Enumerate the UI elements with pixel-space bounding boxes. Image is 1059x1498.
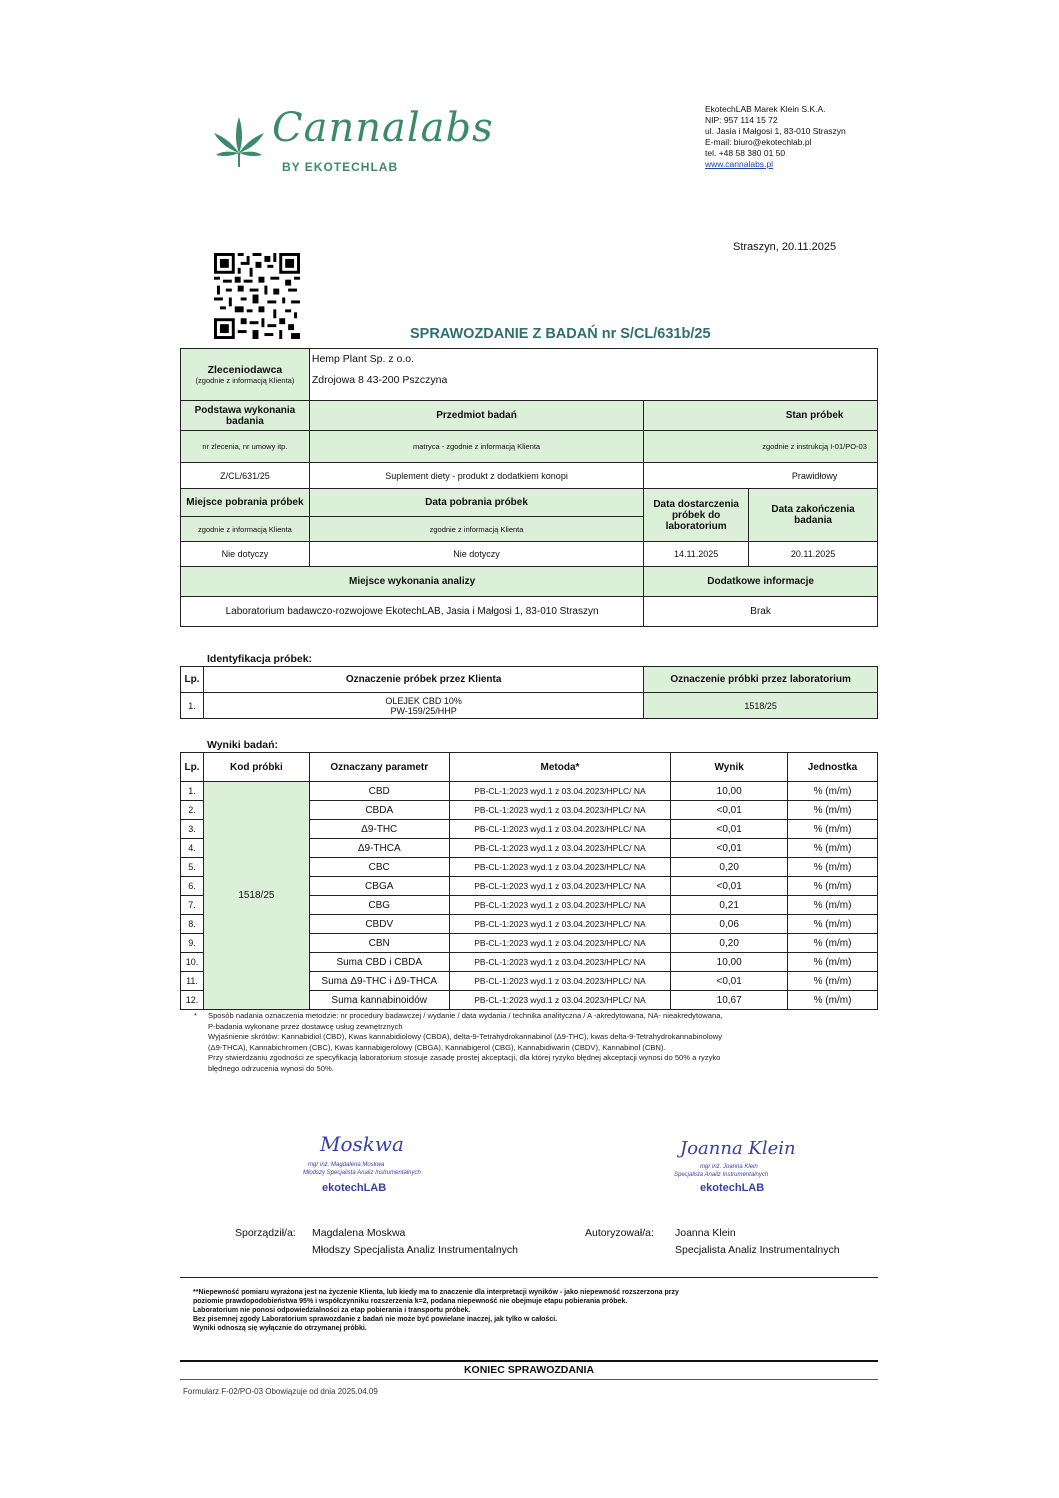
result-value: <0,01	[671, 972, 788, 991]
sampling-place-note: zgodnie z informacją Klienta	[181, 517, 310, 542]
result-lp: 10.	[181, 953, 204, 972]
result-lp: 5.	[181, 858, 204, 877]
result-param: CBG	[309, 896, 449, 915]
result-method: PB-CL-1:2023 wyd.1 z 03.04.2023/HPLC/ NA	[449, 972, 671, 991]
result-unit: % (m/m)	[788, 896, 878, 915]
analysis-place-label: Miejsce wykonania analizy	[181, 567, 644, 597]
state-note: zgodnie z instrukcją I-01/PO-03	[644, 431, 878, 463]
result-unit: % (m/m)	[788, 934, 878, 953]
authorized-name: Joanna Klein	[675, 1227, 736, 1239]
logo-script: Cannalabs	[272, 105, 494, 151]
company-address: ul. Jasia i Małgosi 1, 83-010 Straszyn	[705, 126, 846, 136]
result-lp: 8.	[181, 915, 204, 934]
completion-label: Data zakończenia badania	[749, 489, 878, 542]
notes-line-1: Sposób nadania oznaczenia metodzie: nr procedury badawczej / wydanie / data wydania / technika analityczna / A -akredytowana, NA- nieakredytowana,	[208, 1011, 723, 1020]
result-method: PB-CL-1:2023 wyd.1 z 03.04.2023/HPLC/ NA	[449, 801, 671, 820]
result-unit: % (m/m)	[788, 782, 878, 801]
result-method: PB-CL-1:2023 wyd.1 z 03.04.2023/HPLC/ NA	[449, 877, 671, 896]
signature-1-brand: ekotechLAB	[322, 1182, 387, 1194]
result-param: Suma Δ9-THC i Δ9-THCA	[309, 972, 449, 991]
notes-line-3: Wyjaśnienie skrótów: Kannabidiol (CBD), Kwas kannabidiolowy (CBDA), delta-9-Tetrahydrokannabinol (Δ9-THC), kwas delta-9-Tetrahydrokannabinolowy	[208, 1032, 723, 1041]
result-value: <0,01	[671, 877, 788, 896]
end-divider-top	[180, 1360, 878, 1362]
id-row-client-name: OLEJEK CBD 10%	[385, 695, 462, 706]
signature-1-small-name: mgr inż. Magdalena Moskwa	[308, 1162, 385, 1168]
results-table	[180, 752, 878, 1010]
result-method: PB-CL-1:2023 wyd.1 z 03.04.2023/HPLC/ NA	[449, 934, 671, 953]
result-unit: % (m/m)	[788, 915, 878, 934]
result-value: 10,67	[671, 991, 788, 1010]
table-row	[181, 693, 878, 719]
notes-line-6: błędnego odrzucenia wynosi do 50%.	[208, 1063, 334, 1073]
company-email: E-mail: biuro@ekotechlab.pl	[705, 137, 812, 147]
company-nip: NIP: 957 114 15 72	[705, 115, 778, 125]
sampling-place-label: Miejsce pobrania próbek	[181, 489, 310, 517]
result-unit: % (m/m)	[788, 991, 878, 1010]
delivery-label: Data dostarczenia próbek do laboratorium	[644, 489, 749, 542]
notes-line-5: Przy stwierdzaniu zgodności ze specyfikacją laboratorium stosuje zasadę prostej akceptacji, dla której ryzyko błędnej akceptacji wynosi do 50% a ryzyko	[208, 1053, 721, 1062]
result-param: CBDA	[309, 801, 449, 820]
place-date: Straszyn, 20.11.2025	[733, 241, 837, 253]
result-lp: 9.	[181, 934, 204, 953]
result-unit: % (m/m)	[788, 877, 878, 896]
authorized-role: Specjalista Analiz Instrumentalnych	[675, 1244, 840, 1256]
res-col-result: Wynik	[671, 753, 788, 782]
delivery-value: 14.11.2025	[644, 542, 749, 567]
method-notes	[196, 1011, 866, 1074]
result-method: PB-CL-1:2023 wyd.1 z 03.04.2023/HPLC/ NA	[449, 953, 671, 972]
id-col-client: Oznaczenie próbek przez Klienta	[203, 667, 643, 693]
footnote-divider	[180, 1277, 878, 1278]
signature-stamp-1	[300, 1132, 440, 1202]
notes-line-4: (Δ9-THCA), Kannabichromen (CBC), Kwas kannabigerolowy (CBGA), Kannabigerol (CBG), Kannabidiwarin (CBDV), Kannabinol (CBN).	[208, 1042, 666, 1052]
result-param: CBC	[309, 858, 449, 877]
result-lp: 4.	[181, 839, 204, 858]
signature-1-script: Moskwa	[320, 1132, 404, 1156]
result-lp: 6.	[181, 877, 204, 896]
signature-1-small-role: Młodszy Specjalista Analiz Instrumentalnych	[303, 1170, 421, 1176]
authorized-by	[585, 1225, 840, 1256]
res-col-lp: Lp.	[181, 753, 204, 782]
logo-subtitle: BY EKOTECHLAB	[282, 160, 399, 174]
state-value: Prawidłowy	[644, 463, 878, 489]
result-value: <0,01	[671, 801, 788, 820]
prepared-label: Sporządził/a:	[235, 1227, 296, 1239]
id-row-client-code: PW-159/25/HHP	[390, 705, 457, 716]
sampling-date-label: Data pobrania próbek	[309, 489, 643, 517]
footnote-line-4: Bez pisemnej zgody Laboratorium sprawozdanie z badań nie może być powielane inaczej, jak tylko w całości.	[193, 1316, 558, 1323]
qr-code-icon[interactable]	[214, 253, 300, 339]
company-info	[705, 104, 846, 170]
additional-label: Dodatkowe informacje	[644, 567, 878, 597]
notes-star: *	[194, 1011, 197, 1020]
sampling-place-value: Nie dotyczy	[181, 542, 310, 567]
signature-2-brand: ekotechLAB	[700, 1182, 765, 1194]
subject-label: Przedmiot badań	[309, 401, 643, 431]
result-value: 10,00	[671, 782, 788, 801]
result-value: 0,06	[671, 915, 788, 934]
notes-line-2: P-badania wykonane przez dostawcę usług zewnętrznych	[208, 1021, 403, 1031]
client-address: Zdrojowa 8 43-200 Pszczyna	[309, 374, 877, 401]
result-param: Δ9-THCA	[309, 839, 449, 858]
report-title: SPRAWOZDANIE Z BADAŃ nr S/CL/631b/25	[410, 326, 711, 342]
report-header-table	[180, 348, 878, 627]
results-section-label: Wyniki badań:	[207, 739, 278, 751]
result-value: 0,21	[671, 896, 788, 915]
prepared-name: Magdalena Moskwa	[312, 1227, 406, 1239]
basis-note: nr zlecenia, nr umowy itp.	[181, 431, 310, 463]
id-col-lab: Oznaczenie próbki przez laboratorium	[644, 667, 878, 693]
result-method: PB-CL-1:2023 wyd.1 z 03.04.2023/HPLC/ NA	[449, 991, 671, 1010]
result-param: CBDV	[309, 915, 449, 934]
result-value: 10,00	[671, 953, 788, 972]
results-table-body	[181, 782, 878, 1010]
result-unit: % (m/m)	[788, 839, 878, 858]
res-col-method: Metoda*	[449, 753, 671, 782]
result-param: Suma kannabinoidów	[309, 991, 449, 1010]
result-value: <0,01	[671, 839, 788, 858]
prepared-role: Młodszy Specjalista Analiz Instrumentalnych	[312, 1244, 519, 1256]
id-col-lp: Lp.	[181, 667, 204, 693]
sampling-date-value: Nie dotyczy	[309, 542, 643, 567]
signature-2-small-role: Specjalista Analiz Instrumentalnych	[674, 1172, 769, 1178]
company-website-link[interactable]: www.cannalabs.pl	[705, 159, 774, 169]
subject-value: Suplement diety - produkt z dodatkiem konopi	[309, 463, 643, 489]
form-footer: Formularz F-02/PO-03 Obowiązuje od dnia 2025.04.09	[183, 1387, 378, 1396]
company-name: EkotechLAB Marek Klein S.K.A.	[705, 104, 826, 114]
result-lp: 3.	[181, 820, 204, 839]
sampling-date-note: zgodnie z informacją Klienta	[309, 517, 643, 542]
cannalabs-logo	[210, 105, 494, 180]
id-row-lab: 1518/25	[644, 693, 878, 719]
result-param: Δ9-THC	[309, 820, 449, 839]
client-note: (zgodnie z informacją Klienta)	[195, 376, 295, 385]
res-col-unit: Jednostka	[788, 753, 878, 782]
basis-label: Podstawa wykonania badania	[181, 401, 310, 431]
analysis-place-value: Laboratorium badawczo-rozwojowe EkotechLAB, Jasia i Małgosi 1, 83-010 Straszyn	[181, 597, 644, 627]
result-lp: 2.	[181, 801, 204, 820]
result-method: PB-CL-1:2023 wyd.1 z 03.04.2023/HPLC/ NA	[449, 915, 671, 934]
end-divider-bottom	[180, 1379, 878, 1380]
state-label: Stan próbek	[644, 401, 878, 431]
result-lp: 1.	[181, 782, 204, 801]
end-of-report-label: KONIEC SPRAWOZDANIA	[463, 1364, 595, 1376]
client-name: Hemp Plant Sp. z o.o.	[309, 349, 877, 374]
company-tel: tel. +48 58 380 01 50	[705, 148, 786, 158]
result-method: PB-CL-1:2023 wyd.1 z 03.04.2023/HPLC/ NA	[449, 839, 671, 858]
completion-value: 20.11.2025	[749, 542, 878, 567]
res-col-param: Oznaczany parametr	[309, 753, 449, 782]
id-row-lp: 1.	[181, 693, 204, 719]
footnote-line-3: Laboratorium nie ponosi odpowiedzialności za etap pobierania i transportu próbek.	[193, 1307, 471, 1314]
id-row-client	[203, 693, 643, 719]
footnote-line-5: Wyniki odnoszą się wyłącznie do otrzymanej próbki.	[193, 1325, 367, 1332]
additional-value: Brak	[644, 597, 878, 627]
signature-stamp-2	[670, 1138, 810, 1200]
result-method: PB-CL-1:2023 wyd.1 z 03.04.2023/HPLC/ NA	[449, 782, 671, 801]
result-lp: 11.	[181, 972, 204, 991]
result-unit: % (m/m)	[788, 858, 878, 877]
result-value: <0,01	[671, 820, 788, 839]
footnote-line-1: **Niepewność pomiaru wyrażona jest na życzenie Klienta, lub kiedy ma to znaczenie dla interpretacji wyników - jako niepewność rozszerzona przy	[193, 1289, 679, 1296]
result-lp: 7.	[181, 896, 204, 915]
result-param: Suma CBD i CBDA	[309, 953, 449, 972]
identification-section-label: Identyfikacja próbek:	[207, 653, 313, 665]
result-unit: % (m/m)	[788, 801, 878, 820]
identification-table	[180, 666, 878, 719]
prepared-by	[235, 1225, 519, 1256]
result-value: 0,20	[671, 934, 788, 953]
client-label-cell	[181, 349, 310, 401]
res-col-code: Kod próbki	[203, 753, 309, 782]
signature-2-small-name: mgr inż. Joanna Klein	[700, 1164, 758, 1170]
subject-note: matryca - zgodnie z informacją Klienta	[309, 431, 643, 463]
signature-2-script: Joanna Klein	[680, 1138, 796, 1159]
cannabis-leaf-icon	[210, 113, 268, 171]
table-row	[181, 782, 878, 801]
footnotes	[193, 1288, 833, 1333]
result-method: PB-CL-1:2023 wyd.1 z 03.04.2023/HPLC/ NA	[449, 896, 671, 915]
sample-code: 1518/25	[203, 782, 309, 1010]
result-unit: % (m/m)	[788, 953, 878, 972]
result-unit: % (m/m)	[788, 820, 878, 839]
client-label: Zleceniodawca	[207, 364, 283, 376]
result-value: 0,20	[671, 858, 788, 877]
footnote-line-2: poziomie prawdopodobieństwa 95% i współczynniku rozszerzenia k=2, podana niepewność nie obejmuje etapu pobierania próbek.	[193, 1298, 628, 1305]
result-method: PB-CL-1:2023 wyd.1 z 03.04.2023/HPLC/ NA	[449, 858, 671, 877]
basis-value: Z/CL/631/25	[181, 463, 310, 489]
result-lp: 12.	[181, 991, 204, 1010]
result-param: CBD	[309, 782, 449, 801]
result-method: PB-CL-1:2023 wyd.1 z 03.04.2023/HPLC/ NA	[449, 820, 671, 839]
result-param: CBGA	[309, 877, 449, 896]
result-unit: % (m/m)	[788, 972, 878, 991]
result-param: CBN	[309, 934, 449, 953]
authorized-label: Autoryzował/a:	[585, 1227, 654, 1239]
